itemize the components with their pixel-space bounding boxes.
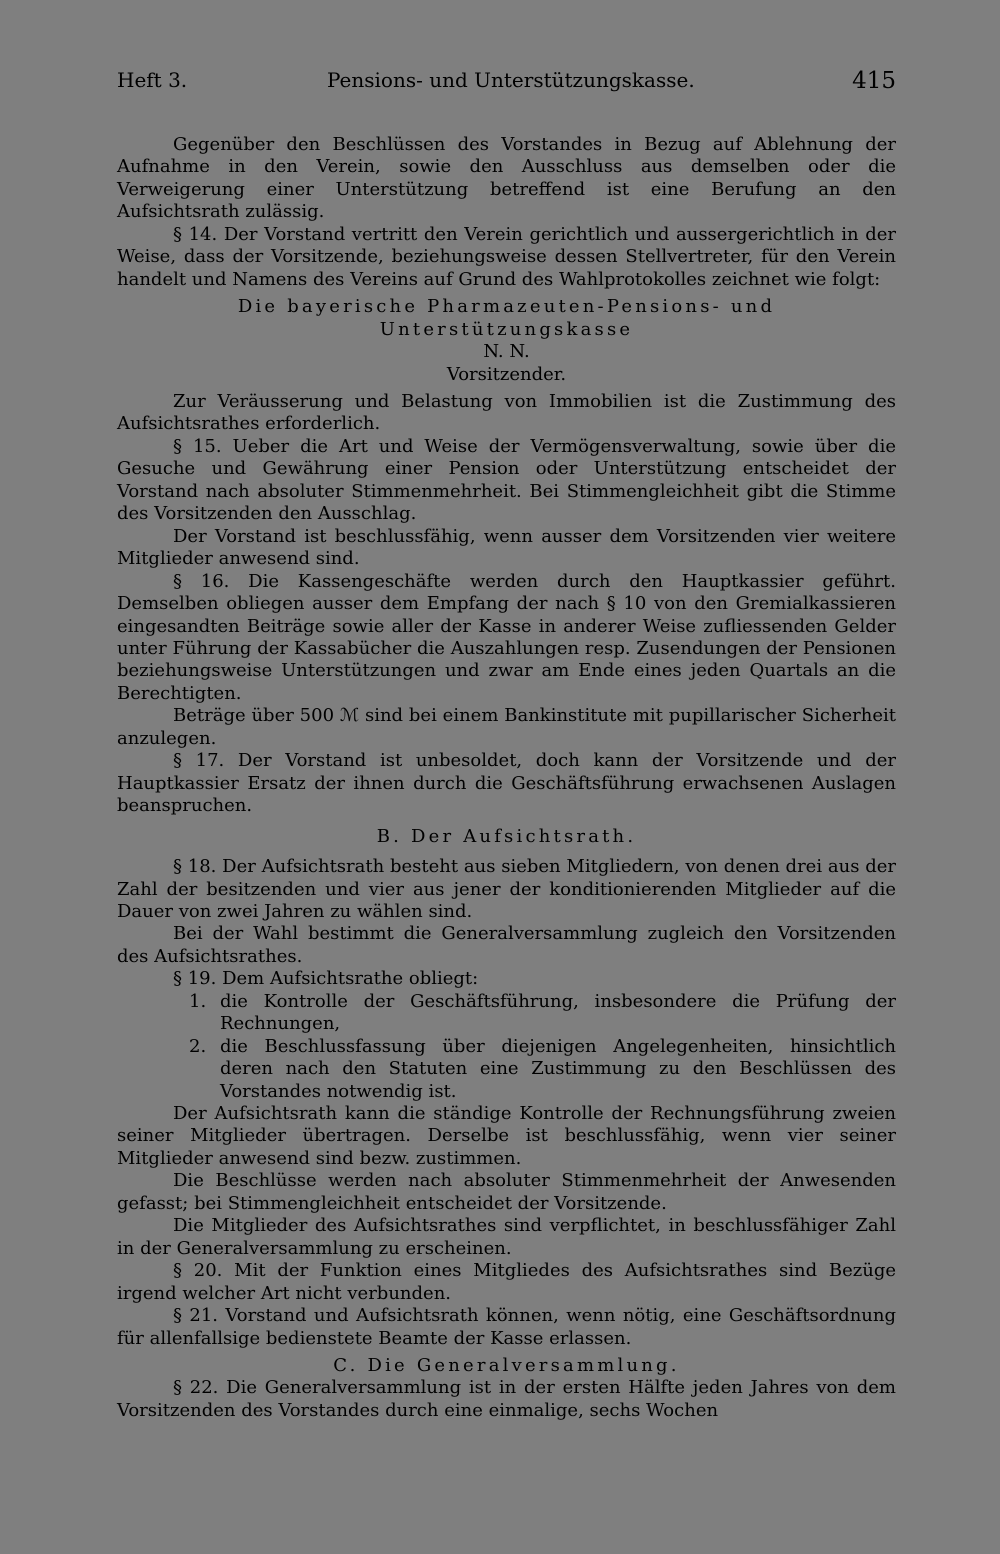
paragraph-section-16: § 16. Die Kassengeschäfte werden durch den Hauptkassier geführt. Demselben obliegen ausser dem Empfang der nach § 10 von den Gremialkassieren eingesandten Beiträge sowie aller der Kasse in anderer Weise zufliessenden Gelder unter Führung der Kassabücher die Auszahlungen resp. Zusendungen der Pensionen beziehungsweise Unterstützungen und zwar am Ende eines jeden Quartals an die Berechtigten.: [117, 570, 896, 704]
paragraph: Zur Veräusserung und Belastung von Immobilien ist die Zustimmung des Aufsichtsrathes erforderlich.: [117, 390, 896, 435]
paragraph: Der Vorstand ist beschlussfähig, wenn ausser dem Vorsitzenden vier weitere Mitglieder anwesend sind.: [117, 525, 896, 570]
paragraph-section-20: § 20. Mit der Funktion eines Mitgliedes des Aufsichtsrathes sind Bezüge irgend welcher Art nicht verbunden.: [117, 1260, 896, 1304]
paragraph-section-17: § 17. Der Vorstand ist unbesoldet, doch kann der Vorsitzende und der Hauptkassier Ersatz der ihnen durch die Geschäftsführung erwachsenen Auslagen beanspruchen.: [117, 750, 896, 817]
paragraph-section-15: § 15. Ueber die Art und Weise der Vermögensverwaltung, sowie über die Gesuche und Gewährung einer Pension oder Unterstützung entscheidet der Vorstand nach absoluter Stimmenmehrheit. Bei Stimmengleichheit gibt die Stimme des Vorsitzenden den Ausschlag.: [117, 435, 896, 525]
list-number: 1.: [189, 990, 207, 1012]
paragraph-section-19: § 19. Dem Aufsichtsrathe obliegt:: [173, 968, 479, 990]
paragraph: Der Aufsichtsrath kann die ständige Kontrolle der Rechnungsführung zweien seiner Mitglieder übertragen. Derselbe ist beschlussfähig, wenn vier seiner Mitglieder anwesend sind bezw. zustimmen.: [117, 1103, 896, 1169]
page-number: 415: [852, 68, 896, 94]
duties-list: [117, 991, 896, 1103]
list-text: die Kontrolle der Geschäftsführung, insbesondere die Prüfung der Rechnungen,: [220, 990, 896, 1035]
section-heading-b: B. Der Aufsichtsrath.: [376, 825, 637, 847]
paragraph: Die Beschlüsse werden nach absoluter Stimmenmehrheit der Anwesenden gefasst; bei Stimmengleichheit entscheidet der Vorsitzende.: [117, 1170, 896, 1214]
paragraph-section-14: § 14. Der Vorstand vertritt den Verein gerichtlich und aussergerichtlich in der Weise, dass der Vorsitzende, beziehungsweise dessen Stellvertreter, für den Verein handelt und Namens des Vereins auf Grund des Wahlprotokolles zeichnet wie folgt:: [117, 223, 896, 290]
signature-name: N. N.: [483, 341, 530, 363]
paragraph-section-18: § 18. Der Aufsichtsrath besteht aus sieben Mitgliedern, von denen drei aus der Zahl der besitzenden und vier aus jener der konditionierenden Mitglieder auf die Dauer von zwei Jahren zu wählen sind.: [117, 856, 896, 922]
paragraph: Gegenüber den Beschlüssen des Vorstandes in Bezug auf Ablehnung der Aufnahme in den Verein, sowie den Ausschluss aus demselben oder die Verweigerung einer Unterstützung betreffend ist eine Berufung an den Aufsichtsrath zulässig.: [117, 134, 896, 223]
signature-role: Vorsitzender.: [446, 363, 567, 385]
list-text: die Beschlussfassung über diejenigen Angelegenheiten, hinsichtlich deren nach den Statuten eine Zustimmung zu den Beschlüssen des Vorstandes notwendig ist.: [220, 1035, 896, 1102]
signature-line-1: Die bayerische Pharmazeuten-Pensions- und: [237, 296, 776, 318]
header-title: Pensions- und Unterstützungskasse.: [327, 68, 695, 92]
header-issue: Heft 3.: [117, 68, 188, 92]
section-heading-c: C. Die Generalversammlung.: [333, 1355, 680, 1377]
list-number: 2.: [189, 1035, 207, 1057]
list-item: [117, 991, 896, 1036]
body-text: [117, 134, 896, 1422]
paragraph-section-22: § 22. Die Generalversammlung ist in der ersten Hälfte jeden Jahres von dem Vorsitzenden des Vorstandes durch eine einmalige, sechs Wochen: [117, 1377, 896, 1421]
paragraph: Beträge über 500 ℳ sind bei einem Bankinstitute mit pupillarischer Sicherheit anzulegen.: [117, 705, 896, 749]
paragraph: Die Mitglieder des Aufsichtsrathes sind verpflichtet, in beschlussfähiger Zahl in der Generalversammlung zu erscheinen.: [117, 1215, 896, 1259]
paragraph-section-21: § 21. Vorstand und Aufsichtsrath können, wenn nötig, eine Geschäftsordnung für allenfallsige bedienstete Beamte der Kasse erlassen.: [117, 1305, 896, 1349]
list-item: [117, 1036, 896, 1103]
signature-line-2: Unterstützungskasse: [379, 318, 634, 340]
paragraph: Bei der Wahl bestimmt die Generalversammlung zugleich den Vorsitzenden des Aufsichtsrathes.: [117, 923, 896, 967]
running-header: [117, 68, 896, 102]
